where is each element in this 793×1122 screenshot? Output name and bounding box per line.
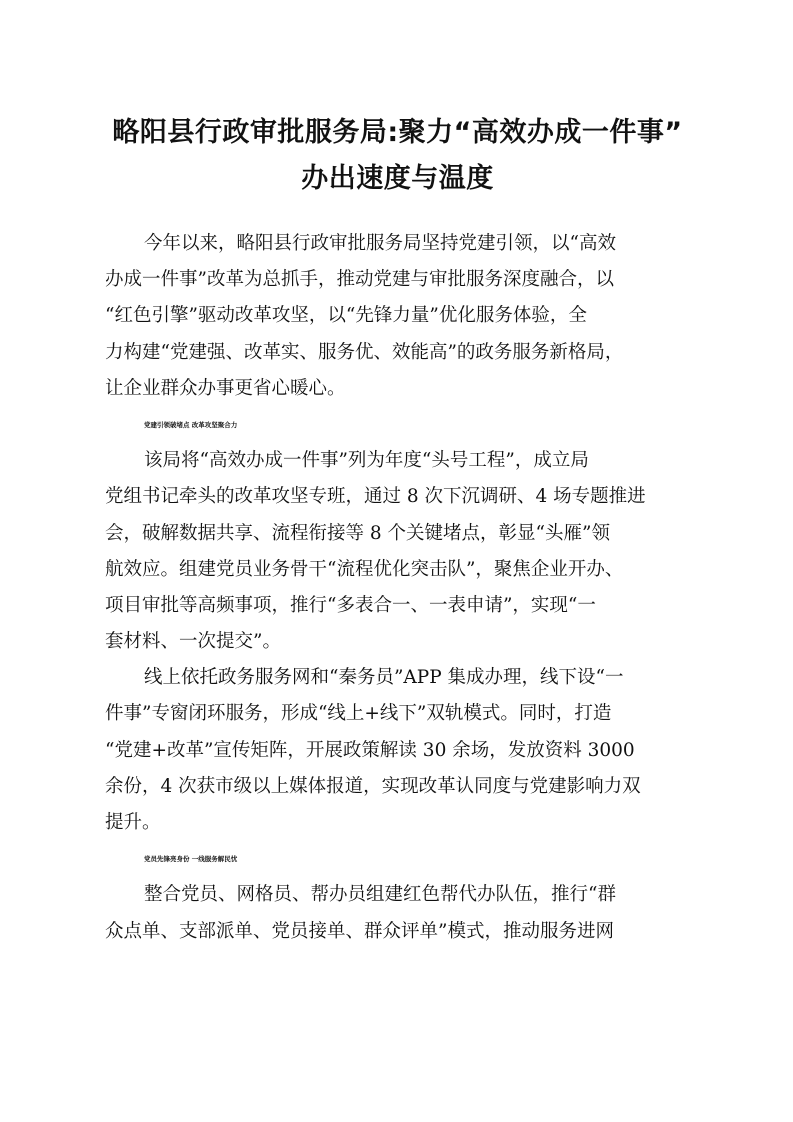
paragraph-3-line: 线上依托政务服务网和“秦务员”APP 集成办理，线下设“一 bbox=[144, 667, 624, 689]
title-line-1: 略阳县行政审批服务局:聚力“高效办成一件事” bbox=[112, 117, 683, 148]
paragraph-1-line: 办成一件事”改革为总抓手，推动党建与审批服务深度融合，以 bbox=[105, 269, 614, 291]
paragraph-4-line: 整合党员、网格员、帮办员组建红色帮代办队伍，推行“群 bbox=[144, 884, 616, 906]
paragraph-3-line: 提升。 bbox=[105, 812, 161, 833]
paragraph-2-line: 项目审批等高频事项，推行“多表合一、一表申请”，实现“一 bbox=[105, 594, 596, 616]
paragraph-2-line: 套材料、一次提交”。 bbox=[105, 631, 281, 653]
paragraph-1-line: 让企业群众办事更省心暖心。 bbox=[105, 377, 346, 399]
paragraph-2-line: 党组书记牵头的改革攻坚专班，通过 8 次下沉调研、4 场专题推进 bbox=[105, 486, 646, 508]
paragraph-2-line: 会，破解数据共享、流程衔接等 8 个关键堵点，彰显“头雁”领 bbox=[105, 522, 610, 544]
section-heading-2: 党员先锋亮身份 一线服务解民忧 bbox=[144, 855, 238, 864]
paragraph-3-line: “党建+改革”宣传矩阵，开展政策解读 30 余场，发放资料 3000 bbox=[105, 739, 635, 761]
paragraph-3-line: 件事”专窗闭环服务，形成“线上+线下”双轨模式。同时，打造 bbox=[105, 703, 612, 725]
paragraph-3-line: 余份，4 次获市级以上媒体报道，实现改革认同度与党建影响力双 bbox=[105, 775, 641, 797]
paragraph-2-line: 该局将“高效办成一件事”列为年度“头号工程”，成立局 bbox=[144, 450, 589, 472]
section-heading-1: 党建引领破堵点 改革攻坚聚合力 bbox=[144, 420, 238, 429]
paragraph-1-line: 今年以来，略阳县行政审批服务局坚持党建引领，以“高效 bbox=[144, 233, 616, 254]
article-body bbox=[105, 226, 705, 950]
paragraph-1-line: 力构建“党建强、改革实、服务优、效能高”的政务服务新格局， bbox=[105, 341, 624, 363]
paragraph-4-line: 众点单、支部派单、党员接单、群众评单”模式，推动服务进网 bbox=[105, 920, 614, 942]
paragraph-2-line: 航效应。组建党员业务骨干“流程优化突击队”，聚焦企业开办、 bbox=[105, 558, 624, 580]
article-title bbox=[90, 110, 705, 202]
title-line-2: 办出速度与温度 bbox=[301, 163, 494, 194]
paragraph-1-line: “红色引擎”驱动改革攻坚，以“先锋力量”优化服务体验，全 bbox=[105, 305, 587, 327]
